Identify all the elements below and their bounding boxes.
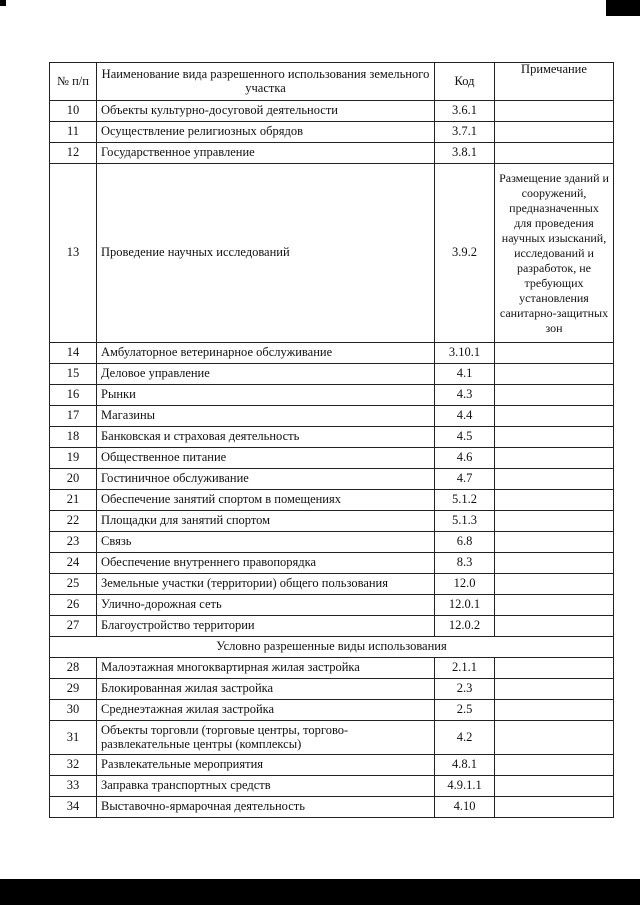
table-row (50, 122, 614, 143)
table-row (50, 574, 614, 595)
cell-code: 3.6.1 (435, 101, 495, 122)
cell-note (495, 385, 614, 406)
cell-note (495, 343, 614, 364)
cell-name: Осуществление религиозных обрядов (97, 122, 435, 143)
cell-num: 18 (50, 427, 97, 448)
cell-name: Общественное питание (97, 448, 435, 469)
cell-name: Гостиничное обслуживание (97, 469, 435, 490)
cell-note (495, 406, 614, 427)
cell-num: 21 (50, 490, 97, 511)
table-row (50, 343, 614, 364)
cell-num: 26 (50, 595, 97, 616)
cell-name: Среднеэтажная жилая застройка (97, 700, 435, 721)
cell-num: 29 (50, 679, 97, 700)
cell-note (495, 511, 614, 532)
header-num: № п/п (50, 63, 97, 101)
cell-note (495, 679, 614, 700)
cell-name: Заправка транспортных средств (97, 776, 435, 797)
cell-code: 4.6 (435, 448, 495, 469)
cell-name: Амбулаторное ветеринарное обслуживание (97, 343, 435, 364)
cell-num: 28 (50, 658, 97, 679)
cell-note: Размещение зданий и сооружений, предназначенных для проведения научных изысканий, исследований и разработок, не требующих установления санитарно-защитных зон (495, 164, 614, 343)
cell-note (495, 553, 614, 574)
table-row (50, 797, 614, 818)
section-title: Условно разрешенные виды использования (50, 637, 614, 658)
cell-code: 2.3 (435, 679, 495, 700)
cell-name: Объекты торговли (торговые центры, торгово-развлекательные центры (комплексы) (97, 721, 435, 755)
cell-name: Благоустройство территории (97, 616, 435, 637)
cell-code: 3.10.1 (435, 343, 495, 364)
cell-name: Объекты культурно-досуговой деятельности (97, 101, 435, 122)
cell-num: 27 (50, 616, 97, 637)
cell-num: 16 (50, 385, 97, 406)
cell-num: 19 (50, 448, 97, 469)
cell-code: 12.0 (435, 574, 495, 595)
table-row (50, 469, 614, 490)
table-row (50, 448, 614, 469)
cell-name: Банковская и страховая деятельность (97, 427, 435, 448)
cell-num: 23 (50, 532, 97, 553)
cell-code: 4.7 (435, 469, 495, 490)
cell-name: Блокированная жилая застройка (97, 679, 435, 700)
cell-code: 3.8.1 (435, 143, 495, 164)
table-row (50, 532, 614, 553)
cell-name: Обеспечение внутреннего правопорядка (97, 553, 435, 574)
cell-num: 14 (50, 343, 97, 364)
cell-name: Связь (97, 532, 435, 553)
table-row (50, 700, 614, 721)
table-row (50, 101, 614, 122)
cell-note (495, 658, 614, 679)
cell-num: 15 (50, 364, 97, 385)
cell-code: 8.3 (435, 553, 495, 574)
cell-num: 17 (50, 406, 97, 427)
table-row (50, 406, 614, 427)
cell-num: 31 (50, 721, 97, 755)
cell-num: 33 (50, 776, 97, 797)
cell-name: Государственное управление (97, 143, 435, 164)
cell-note (495, 490, 614, 511)
cell-num: 34 (50, 797, 97, 818)
scan-border (0, 879, 640, 905)
cell-code: 2.5 (435, 700, 495, 721)
cell-num: 30 (50, 700, 97, 721)
table-row (50, 679, 614, 700)
table-row (50, 385, 614, 406)
header-name: Наименование вида разрешенного использования земельного участка (97, 63, 435, 101)
cell-code: 3.9.2 (435, 164, 495, 343)
cell-note (495, 532, 614, 553)
cell-note (495, 143, 614, 164)
cell-num: 20 (50, 469, 97, 490)
cell-code: 4.8.1 (435, 755, 495, 776)
table-header-row (50, 63, 614, 101)
table-row (50, 776, 614, 797)
cell-num: 12 (50, 143, 97, 164)
cell-name: Развлекательные мероприятия (97, 755, 435, 776)
cell-note (495, 122, 614, 143)
cell-num: 32 (50, 755, 97, 776)
cell-name: Малоэтажная многоквартирная жилая застройка (97, 658, 435, 679)
cell-code: 5.1.3 (435, 511, 495, 532)
cell-name: Земельные участки (территории) общего пользования (97, 574, 435, 595)
cell-code: 4.10 (435, 797, 495, 818)
cell-name: Площадки для занятий спортом (97, 511, 435, 532)
cell-code: 4.5 (435, 427, 495, 448)
table-row (50, 427, 614, 448)
header-note: Примечание (495, 63, 614, 101)
cell-note (495, 797, 614, 818)
table-row (50, 143, 614, 164)
cell-note (495, 448, 614, 469)
cell-note (495, 574, 614, 595)
land-use-table (49, 62, 614, 818)
cell-name: Выставочно-ярмарочная деятельность (97, 797, 435, 818)
cell-name: Деловое управление (97, 364, 435, 385)
scan-mark (606, 0, 640, 16)
cell-note (495, 101, 614, 122)
cell-note (495, 595, 614, 616)
header-code: Код (435, 63, 495, 101)
cell-num: 13 (50, 164, 97, 343)
section-row (50, 637, 614, 658)
cell-num: 24 (50, 553, 97, 574)
table-row (50, 616, 614, 637)
scan-mark (0, 0, 6, 6)
table-row (50, 490, 614, 511)
cell-code: 4.9.1.1 (435, 776, 495, 797)
cell-note (495, 364, 614, 385)
cell-note (495, 721, 614, 755)
cell-name: Улично-дорожная сеть (97, 595, 435, 616)
cell-code: 4.1 (435, 364, 495, 385)
cell-note (495, 427, 614, 448)
table-row (50, 755, 614, 776)
cell-num: 22 (50, 511, 97, 532)
table-row (50, 553, 614, 574)
cell-note (495, 700, 614, 721)
cell-code: 3.7.1 (435, 122, 495, 143)
cell-code: 6.8 (435, 532, 495, 553)
table-row (50, 511, 614, 532)
table-row (50, 164, 614, 343)
cell-code: 2.1.1 (435, 658, 495, 679)
cell-name: Рынки (97, 385, 435, 406)
cell-note (495, 755, 614, 776)
cell-num: 25 (50, 574, 97, 595)
cell-num: 10 (50, 101, 97, 122)
table-row (50, 595, 614, 616)
cell-note (495, 616, 614, 637)
cell-code: 12.0.2 (435, 616, 495, 637)
table-row (50, 658, 614, 679)
cell-code: 4.3 (435, 385, 495, 406)
cell-name: Проведение научных исследований (97, 164, 435, 343)
cell-name: Магазины (97, 406, 435, 427)
cell-num: 11 (50, 122, 97, 143)
cell-code: 12.0.1 (435, 595, 495, 616)
cell-code: 4.2 (435, 721, 495, 755)
cell-code: 5.1.2 (435, 490, 495, 511)
cell-name: Обеспечение занятий спортом в помещениях (97, 490, 435, 511)
cell-code: 4.4 (435, 406, 495, 427)
cell-note (495, 776, 614, 797)
table-row (50, 364, 614, 385)
table-row (50, 721, 614, 755)
cell-note (495, 469, 614, 490)
